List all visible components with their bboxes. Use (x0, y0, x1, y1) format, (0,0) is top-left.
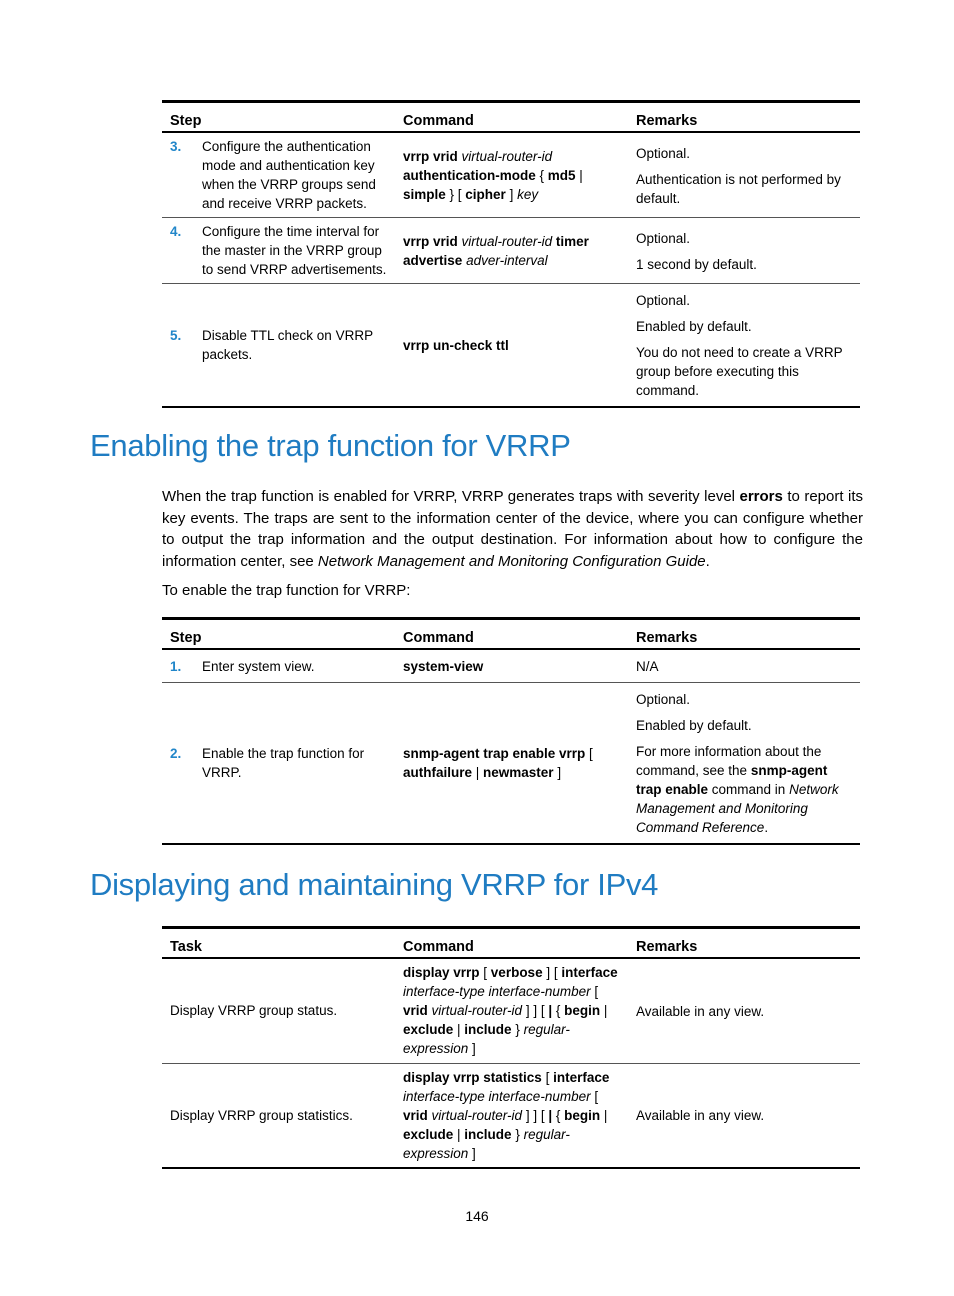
bold-keyword: snmp-agent trap enable (636, 763, 828, 797)
step-number: 5. (170, 328, 182, 343)
table-row (162, 649, 860, 683)
remark-line: Optional. (636, 145, 691, 161)
command-cell: vrrp vrid virtual-router-id authentication-mode { md5 | simple } [ cipher ] key (395, 132, 628, 218)
header-step: Step (162, 619, 395, 650)
remark-line: Authentication is not performed by default. (636, 171, 841, 206)
step-cell (162, 683, 395, 845)
step-number: 1. (170, 658, 182, 674)
display-commands-table (162, 926, 860, 1169)
italic-term: key (517, 186, 539, 202)
header-step: Step (162, 102, 395, 133)
header-command: Command (395, 928, 628, 959)
italic-term: virtual-router-id (461, 233, 553, 249)
italic-term: Network Management and Monitoring Command Reference (636, 782, 839, 835)
table-row (162, 958, 860, 1063)
bold-keyword: begin (564, 1003, 601, 1019)
bold-keyword: display vrrp (403, 965, 480, 981)
remark-line: Enabled by default. (636, 319, 752, 334)
table-row (162, 132, 860, 218)
remark-line: Available in any view. (636, 1003, 765, 1019)
step-description: Configure the authentication mode and authentication key when the VRRP groups send and receive VRRP packets. (202, 139, 376, 211)
task-cell: Display VRRP group statistics. (162, 1063, 395, 1168)
bold-keyword: include (464, 1022, 512, 1038)
step-description: Configure the time interval for the master in the VRRP group to send VRRP advertisements. (202, 224, 387, 277)
bold-keyword: include (464, 1126, 512, 1142)
remark-line: N/A (636, 659, 659, 674)
command-cell (395, 284, 628, 408)
trap-config-table (162, 617, 860, 845)
bold-keyword: | (548, 1003, 553, 1019)
remarks-cell (628, 218, 860, 284)
config-table-continued (162, 100, 860, 408)
italic-term: virtual-router-id (431, 1003, 523, 1019)
bold-keyword: vrrp vrid (403, 233, 458, 249)
remark-line: For more information about the command, see the snmp-agent trap enable command in Network Management and Monitoring Command Reference. (636, 744, 839, 835)
remarks-cell (628, 1063, 860, 1168)
header-command: Command (395, 102, 628, 133)
step-cell (162, 218, 395, 284)
command-cell: snmp-agent trap enable vrrp [ authfailure | newmaster ] (395, 683, 628, 845)
command-cell: display vrrp [ verbose ] [ interface interface-type interface-number [ vrid virtual-router-id ] ] [ | { begin | exclude | include } regular-expression ] (395, 958, 628, 1063)
remark-line: Optional. (636, 293, 691, 308)
step-cell (162, 132, 395, 218)
bold-keyword: timer advertise (403, 233, 589, 268)
italic-term: Network Management and Monitoring Configuration Guide (317, 552, 706, 570)
task-cell: Display VRRP group status. (162, 958, 395, 1063)
bold-keyword: | (548, 1107, 553, 1123)
remarks-cell (628, 958, 860, 1063)
italic-term: virtual-router-id (431, 1107, 523, 1123)
bold-keyword: vrrp un-check ttl (403, 337, 509, 353)
step-description: Enable the trap function for VRRP. (202, 746, 365, 780)
remarks-cell (628, 649, 860, 683)
table-row (162, 218, 860, 284)
bold-keyword: interface (561, 965, 618, 981)
bold-keyword: exclude (403, 1126, 454, 1142)
italic-term: regular-expression (403, 1022, 570, 1057)
page-number: 146 (465, 1208, 489, 1224)
step-cell (162, 649, 395, 683)
command-cell (395, 218, 628, 284)
step-description: Enter system view. (202, 658, 315, 674)
remarks-cell (628, 683, 860, 845)
table-row (162, 1063, 860, 1168)
remarks-cell (628, 284, 860, 408)
bold-keyword: system-view (403, 658, 484, 674)
header-task: Task (162, 928, 395, 959)
bold-keyword: interface (553, 1069, 610, 1085)
header-remarks: Remarks (628, 928, 860, 959)
bold-keyword: authfailure (403, 765, 473, 780)
step-number: 3. (170, 139, 182, 154)
bold-keyword: exclude (403, 1022, 454, 1038)
command-cell (395, 649, 628, 683)
step-cell (162, 284, 395, 408)
trap-intro-paragraph: To enable the trap function for VRRP: (162, 582, 411, 599)
italic-term: virtual-router-id (461, 148, 553, 164)
remark-line: Optional. (636, 692, 691, 707)
bold-keyword: begin (564, 1107, 601, 1123)
remark-line: Available in any view. (636, 1108, 765, 1124)
header-remarks: Remarks (628, 619, 860, 650)
italic-term: adver-interval (466, 252, 548, 268)
bold-keyword: cipher (465, 186, 506, 202)
bold-keyword: md5 (547, 167, 576, 183)
remark-line: 1 second by default. (636, 256, 757, 272)
italic-term: regular-expression (403, 1126, 570, 1161)
bold-keyword: vrid (403, 1107, 428, 1123)
italic-term: interface-type interface-number (403, 984, 591, 1000)
remarks-cell (628, 132, 860, 218)
table-row (162, 284, 860, 408)
step-number: 2. (170, 746, 182, 761)
command-cell: display vrrp statistics [ interface interface-type interface-number [ vrid virtual-router-id ] ] [ | { begin | exclude | include } regular-expression ] (395, 1063, 628, 1168)
bold-keyword: newmaster (483, 765, 554, 780)
bold-keyword: verbose (490, 965, 543, 981)
bold-keyword: vrrp vrid (403, 148, 458, 164)
bold-keyword: snmp-agent trap enable vrrp (403, 746, 586, 761)
trap-description-paragraph: When the trap function is enabled for VRRP, VRRP generates traps with severity level errors to report its key events. The traps are sent to the information center of the device, where you can configure whether to output the trap information and the output destination. For information about how to configure the information center, see Network Management and Monitoring Configuration Guide. (162, 488, 863, 570)
header-remarks: Remarks (628, 102, 860, 133)
italic-term: interface-type interface-number (403, 1088, 591, 1104)
table-row (162, 683, 860, 845)
section-heading-trap: Enabling the trap function for VRRP (90, 428, 571, 463)
bold-keyword: authentication-mode (403, 167, 536, 183)
step-description: Disable TTL check on VRRP packets. (202, 328, 373, 362)
bold-keyword: vrid (403, 1003, 428, 1019)
bold-keyword: errors (739, 488, 783, 505)
remark-line: Optional. (636, 230, 691, 246)
bold-keyword: simple (403, 186, 446, 202)
bold-keyword: display vrrp statistics (403, 1069, 542, 1085)
remark-line: Enabled by default. (636, 718, 752, 733)
step-number: 4. (170, 224, 182, 239)
header-command: Command (395, 619, 628, 650)
remark-line: You do not need to create a VRRP group before executing this command. (636, 345, 843, 398)
section-heading-display: Displaying and maintaining VRRP for IPv4 (90, 867, 659, 902)
